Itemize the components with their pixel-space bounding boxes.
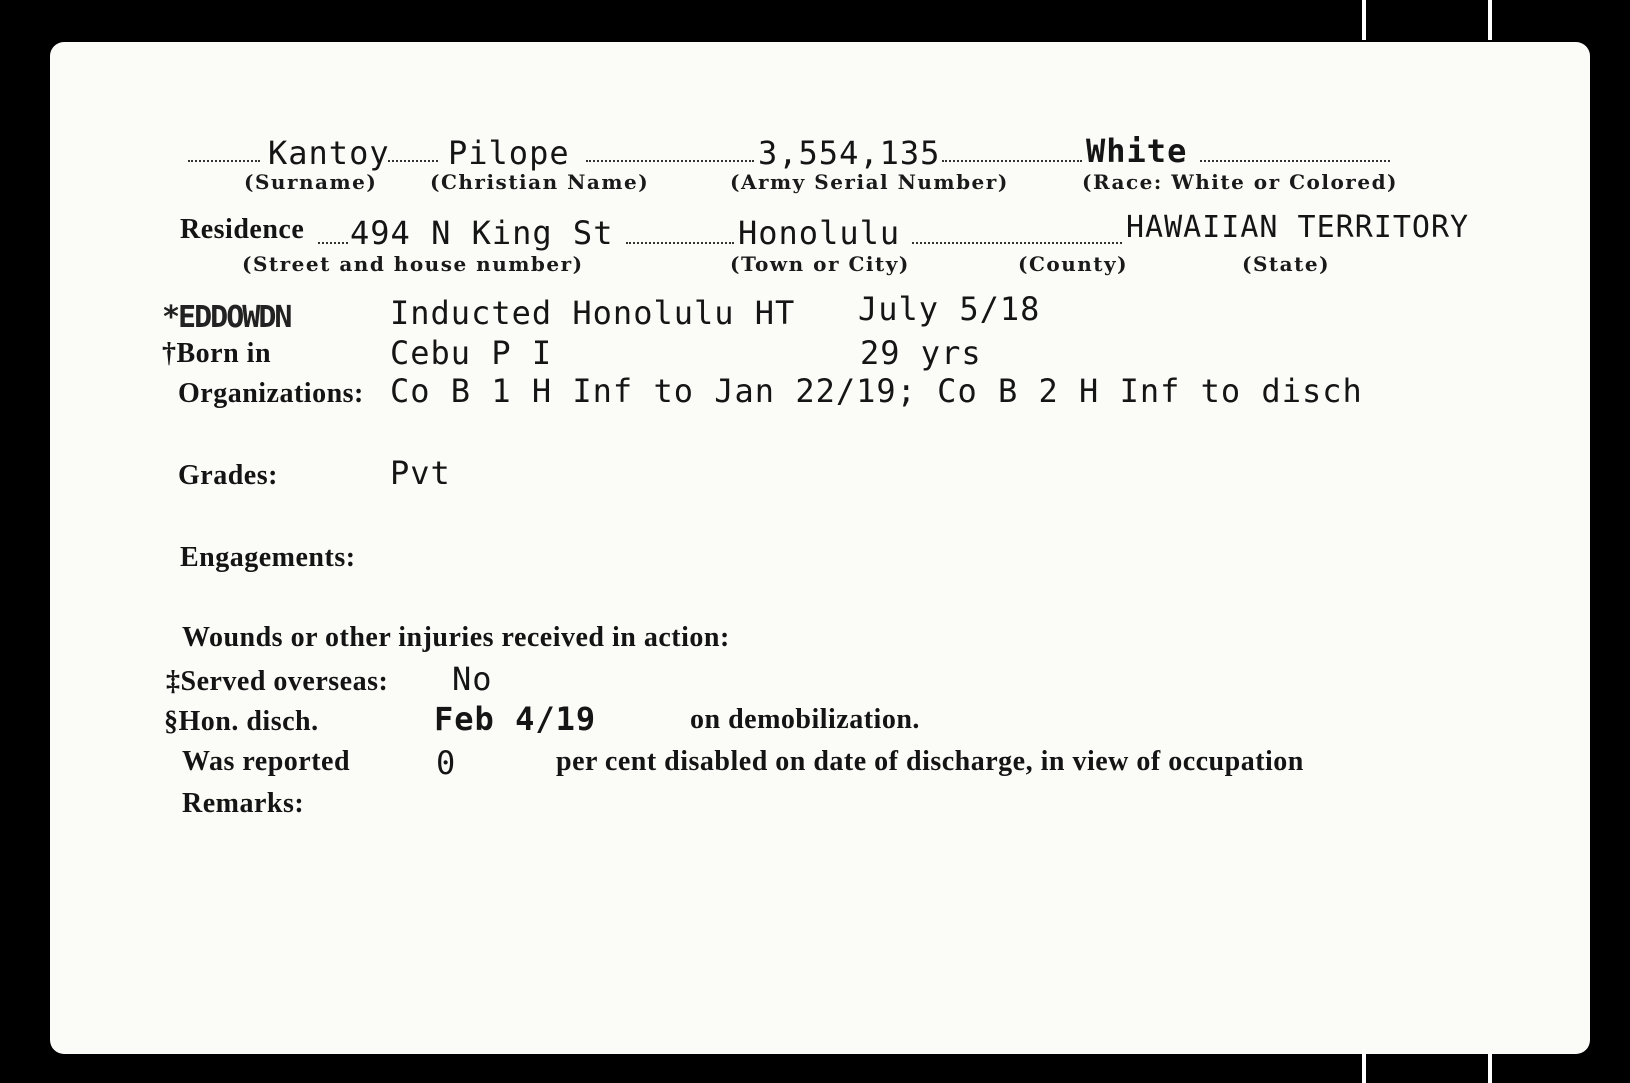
- serial-number-value: 3,554,135: [758, 134, 941, 172]
- discharge-date: Feb 4/19: [434, 700, 597, 738]
- discharge-label: §Hon. disch.: [164, 706, 319, 737]
- dotted-leader: [318, 242, 348, 244]
- enlisted-value: Inducted Honolulu HT: [390, 294, 796, 332]
- film-edge-line: [1488, 0, 1492, 40]
- dotted-leader: [942, 160, 1082, 162]
- christian-name-caption: (Christian Name): [430, 170, 650, 194]
- enlisted-date: July 5/18: [858, 290, 1041, 328]
- wounds-label: Wounds or other injuries received in action:: [182, 622, 730, 653]
- state-caption: (State): [1242, 252, 1331, 276]
- born-age: 29 yrs: [860, 334, 982, 372]
- city-caption: (Town or City): [730, 252, 910, 276]
- overseas-value: No: [452, 660, 493, 698]
- county-caption: (County): [1018, 252, 1129, 276]
- state-value: HAWAIIAN TERRITORY: [1126, 210, 1470, 245]
- engagements-label: Engagements:: [180, 542, 356, 573]
- remarks-label: Remarks:: [182, 788, 305, 819]
- city-value: Honolulu: [738, 214, 901, 252]
- organizations-label: Organizations:: [178, 378, 364, 409]
- disability-value: 0: [436, 744, 457, 782]
- discharge-suffix: on demobilization.: [690, 704, 920, 735]
- born-value: Cebu P I: [390, 334, 553, 372]
- disability-suffix: per cent disabled on date of discharge, in view of occupation: [556, 746, 1304, 777]
- street-caption: (Street and house number): [242, 252, 584, 276]
- street-value: 494 N King St: [350, 214, 614, 252]
- film-edge-line: [1488, 1054, 1492, 1083]
- dotted-leader: [1200, 160, 1390, 162]
- serial-number-caption: (Army Serial Number): [730, 170, 1009, 194]
- race-value: White: [1086, 132, 1188, 170]
- race-caption: (Race: White or Colored): [1082, 170, 1399, 194]
- dotted-leader: [626, 242, 734, 244]
- dotted-leader: [586, 160, 754, 162]
- film-edge-line: [1362, 1054, 1366, 1083]
- surname-caption: (Surname): [244, 170, 378, 194]
- organizations-value: Co B 1 H Inf to Jan 22/19; Co B 2 H Inf to disch: [390, 372, 1363, 410]
- born-label: †Born in: [162, 338, 272, 369]
- christian-name-value: Pilope: [448, 134, 570, 172]
- surname-value: Kantoy: [268, 134, 390, 172]
- grades-label: Grades:: [178, 460, 278, 491]
- grades-value: Pvt: [390, 454, 451, 492]
- dotted-leader: [188, 160, 260, 162]
- film-edge-line: [1362, 0, 1366, 40]
- dotted-leader: [388, 160, 438, 162]
- residence-label: Residence: [180, 214, 305, 245]
- enlisted-label: *EDDOWDN: [162, 300, 291, 335]
- dotted-leader: [912, 242, 1122, 244]
- service-record-card: [50, 42, 1590, 1054]
- overseas-label: ‡Served overseas:: [166, 666, 389, 697]
- disability-label: Was reported: [182, 746, 351, 777]
